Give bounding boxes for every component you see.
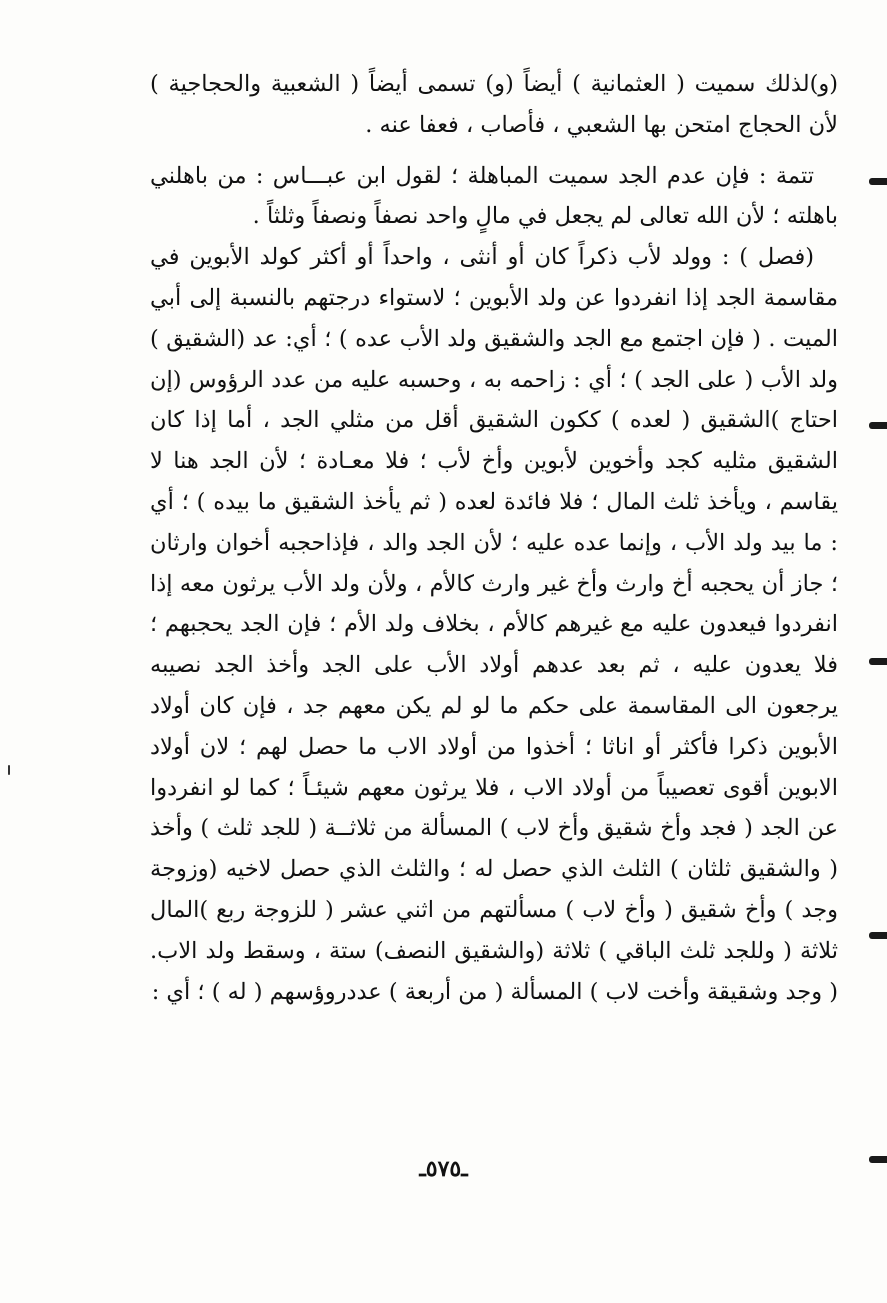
edge-mark xyxy=(869,1156,887,1163)
paragraph-tatimma: تتمة : فإن عدم الجد سميت المباهلة ؛ لقول ابن عبـــاس : من باهلني باهلته ؛ لأن الله تعالى لم يجعل في مالٍ واحد نصفاً ونصفاً وثلثاً . xyxy=(150,162,838,230)
edge-mark xyxy=(869,658,887,665)
paragraph-uthmaniyya: (و)لذلك سميت ( العثمانية ) أيضاً (و) تسمى أيضاً ( الشعبية والحجاجية ) لأن الحجاج امتحن بها الشعبي ، فأصاب ، فعفا عنه . xyxy=(150,71,838,138)
edge-mark xyxy=(869,932,887,939)
edge-mark xyxy=(869,422,887,429)
paragraph-fasl: (فصل ) : وولد لأب ذكراً كان أو أنثى ، واحداً أو أكثر كولد الأبوين في مقاسمة الجد إذا انفردوا عن ولد الأبوين ؛ لاستواء درجتهم بالنسبة إلى أبي الميت . ( فإن اجتمع مع الجد والشقيق ولد الأب عده ) ؛ أي: عد (الشقيق ) ولد الأب ( على الجد ) ؛ أي : زاحمه به ، وحسبه عليه من عدد الرؤوس (إن احتاج )الشقيق ( لعده ) ككون الشقيق أقل من مثلي الجد ، أما إذا كان الشقيق مثليه كجد وأخوين لأبوين وأخ لأب ؛ فلا معـادة ؛ لأن الجد هنا لا يقاسم ، ويأخذ ثلث المال ؛ فلا فائدة لعده ( ثم يأخذ الشقيق ما بيده ) ؛ أي : ما بيد ولد الأب ، وإنما عده عليه ؛ لأن الجد والد ، فإذاحجبه أخوان وارثان ؛ جاز أن يحجبه أخ وارث وأخ غير وارث كالأم ، ولأن ولد الأب يرثون معه إذا انفردوا فيعدون عليه مع غيرهم كالأم ، بخلاف ولد الأم ؛ فإن الجد يحجبهم ؛ فلا يعدون عليه ، ثم بعد عدهم أولاد الأب على الجد وأخذ الجد نصيبه يرجعون الى المقاسمة على حكم ما لو لم يكن معهم جد ، فإن كان أولاد الأبوين ذكرا فأكثر أو اناثا ؛ أخذوا من أولاد الاب ما حصل لهم ؛ لان أولاد الابوين أقوى تعصيباً من أولاد الاب ، فلا يرثون معهم شيئـاً ؛ كما لو انفردوا عن الجد ( فجد وأخ شقيق وأخ لاب ) المسألة من ثلاثــة ( للجد ثلث ) وأخذ ( والشقيق ثلثان ) الثلث الذي حصل له ؛ والثلث الذي حصل لاخيه (وزوجة وجد ) وأخ شقيق ( وأخ لاب ) مسألتهم من اثني عشر ( للزوجة ربع )المال ثلاثة ( وللجد ثلث الباقي ) ثلاثة (والشقيق النصف) ستة ، وسقط ولد الاب. ( وجد وشقيقة وأخت لاب ) المسألة ( من أربعة ) عددروؤسهم ( له ) ؛ أي : xyxy=(150,244,838,1005)
page-number: ـ٥٧٥ـ xyxy=(419,1156,468,1182)
margin-mark xyxy=(8,765,10,775)
edge-mark xyxy=(869,178,887,185)
body-text xyxy=(150,64,838,1012)
